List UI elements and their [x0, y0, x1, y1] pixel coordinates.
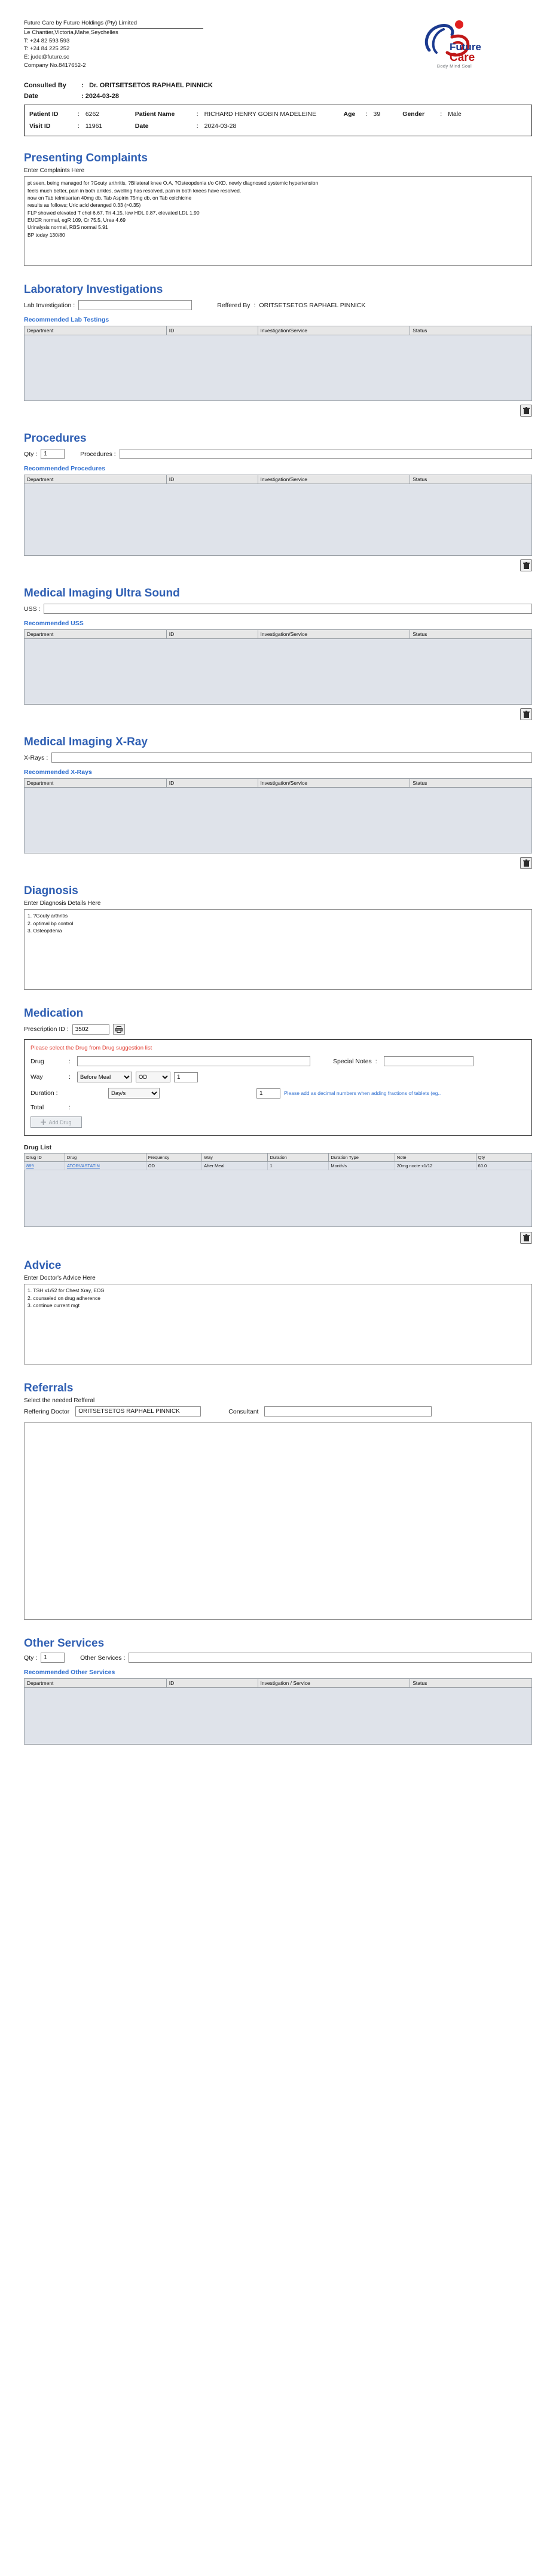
procedures-grid-header [24, 475, 532, 484]
logo-tagline: Body Mind Soul [436, 63, 472, 69]
visit-date-value: 2024-03-28 [204, 122, 237, 130]
drug-list-header-row [25, 1154, 532, 1162]
logo [413, 19, 496, 69]
os-col-service: Investigation / Service [258, 1679, 410, 1688]
section-title-medication: Medication [24, 1007, 84, 1020]
section-title-other-services: Other Services [24, 1637, 105, 1650]
diagnosis-textarea[interactable] [24, 909, 532, 990]
xray-grid-body[interactable] [24, 788, 532, 853]
dl-cell-frequency: OD [146, 1162, 201, 1170]
logo-text-future: Future [450, 41, 481, 53]
medication-warning: Please select the Drug from Drug suggestion list [30, 1045, 152, 1052]
section-title-procedures: Procedures [24, 432, 87, 445]
trash-icon [523, 711, 530, 718]
lab-investigation-label: Lab Investigation : [24, 301, 75, 309]
company-number: Company No.8417652-2 [24, 62, 86, 69]
recommended-uss-link[interactable]: Recommended USS [24, 620, 84, 628]
procedures-grid-body[interactable] [24, 484, 532, 556]
other-services-qty-input[interactable] [41, 1653, 65, 1663]
lab-results-body[interactable] [24, 335, 532, 401]
xray-col-department: Department [25, 779, 167, 788]
prescription-id-input[interactable] [72, 1024, 109, 1035]
referral-doctor-row [24, 1406, 532, 1417]
procedures-input[interactable] [120, 449, 532, 459]
special-notes-label: Special Notes [333, 1057, 372, 1065]
page-header [24, 11, 532, 74]
os-col-id: ID [166, 1679, 258, 1688]
other-services-input[interactable] [129, 1653, 532, 1663]
way-select[interactable] [77, 1072, 132, 1082]
xray-label: X-Rays : [24, 754, 48, 761]
recommended-other-services-link[interactable]: Recommended Other Services [24, 1669, 115, 1676]
prescription-id-row [24, 1024, 532, 1035]
dl-col-way: Way [202, 1154, 268, 1162]
gender-label: Gender [402, 110, 425, 118]
other-services-label: Other Services : [80, 1654, 126, 1662]
xray-input[interactable] [51, 752, 532, 763]
company-name: Future Care by Future Holdings (Pty) Limited [24, 19, 203, 29]
recommended-lab-testings-link[interactable]: Recommended Lab Testings [24, 316, 109, 324]
os-col-status: Status [410, 1679, 532, 1688]
dl-cell-note: 20mg nocte x1/12 [395, 1162, 476, 1170]
gender-value: Male [448, 110, 462, 118]
company-email: E: jude@future.sc [24, 54, 69, 61]
section-title-laboratory: Laboratory Investigations [24, 283, 163, 296]
drug-list-title: Drug List [24, 1144, 52, 1152]
section-title-xray: Medical Imaging X-Ray [24, 736, 148, 749]
uss-label: USS : [24, 605, 41, 613]
xray-grid [24, 778, 532, 853]
dl-col-duration: Duration [268, 1154, 329, 1162]
consultation-date-label: Date [24, 92, 38, 100]
proc-col-department: Department [25, 475, 167, 484]
consulted-by-value: Dr. ORITSETSETOS RAPHAEL PINNICK [89, 81, 213, 89]
patient-name-value: RICHARD HENRY GOBIN MADELEINE [204, 110, 317, 118]
dl-col-frequency: Frequency [146, 1154, 201, 1162]
complaints-textarea[interactable] [24, 176, 532, 266]
consultant-input[interactable] [264, 1406, 432, 1417]
lab-results-header [24, 326, 532, 335]
consulted-by-row: Consulted By : Dr. ORITSETSETOS RAPHAEL PINNICK [24, 81, 213, 89]
trash-icon [523, 407, 530, 415]
trash-icon [523, 562, 530, 570]
procedures-qty-input[interactable] [41, 449, 65, 459]
xray-col-service: Investigation/Service [258, 779, 410, 788]
referred-by-label: Reffered By [217, 301, 250, 309]
uss-col-status: Status [410, 630, 532, 639]
uss-grid-body[interactable] [24, 639, 532, 705]
duration-label: Duration : [30, 1090, 58, 1097]
procedures-label: Procedures : [80, 450, 116, 458]
company-address: Le Chantier,Victoria,Mahe,Seychelles [24, 29, 118, 36]
patient-info-box: Patient ID : 6262 Patient Name : RICHARD HENRY GOBIN MADELEINE Age : 39 Gender : Male Visit ID : 11961 Date : 2024-03-28 [24, 105, 532, 137]
total-row: Total : [30, 1104, 71, 1112]
delete-procedure-button[interactable] [520, 559, 532, 571]
diagnosis-subtitle: Enter Diagnosis Details Here [24, 900, 101, 907]
referring-doctor-input[interactable] [75, 1406, 201, 1417]
os-col-department: Department [25, 1679, 167, 1688]
drug-label: Drug [30, 1057, 44, 1065]
delete-lab-button[interactable] [520, 405, 532, 417]
other-services-grid-body[interactable] [24, 1688, 532, 1745]
dl-col-drug: Drug [65, 1154, 146, 1162]
printer-icon [115, 1026, 123, 1033]
dl-cell-drug-id[interactable]: 889 [25, 1162, 65, 1170]
age-label: Age [343, 110, 356, 118]
referring-doctor-label: Reffering Doctor [24, 1408, 70, 1415]
frequency-select[interactable] [136, 1072, 170, 1082]
referrals-textarea[interactable] [24, 1422, 532, 1620]
dl-cell-duration-type: Month/s [329, 1162, 395, 1170]
drug-list-body-empty[interactable] [24, 1170, 532, 1227]
delete-xray-button[interactable] [520, 857, 532, 869]
other-services-qty-label: Qty : [24, 1654, 38, 1662]
age-value: 39 [373, 110, 381, 118]
dl-col-drug-id: Drug ID [25, 1154, 65, 1162]
other-services-entry-row [24, 1653, 532, 1663]
special-notes-input[interactable] [384, 1056, 473, 1066]
duration-unit-select[interactable] [108, 1088, 160, 1099]
company-tel-2: T: +24 84 225 252 [24, 45, 70, 53]
way-row: Way : Before Meal OD 1 [30, 1072, 526, 1082]
total-label: Total [30, 1104, 44, 1112]
lab-col-department: Department [25, 326, 167, 335]
dl-cell-qty: 60.0 [476, 1162, 531, 1170]
clinic-details [24, 19, 203, 70]
procedures-grid [24, 475, 532, 556]
recommended-xrays-link[interactable]: Recommended X-Rays [24, 769, 92, 776]
plus-icon [41, 1119, 46, 1125]
uss-col-service: Investigation/Service [258, 630, 410, 639]
drug-input[interactable] [77, 1056, 310, 1066]
dl-col-note: Note [395, 1154, 476, 1162]
lab-col-status: Status [410, 326, 532, 335]
dl-cell-duration: 1 [268, 1162, 329, 1170]
procedures-qty-label: Qty : [24, 450, 38, 458]
advice-subtitle: Enter Doctor's Advice Here [24, 1275, 96, 1282]
proc-col-status: Status [410, 475, 532, 484]
dl-col-qty: Qty [476, 1154, 531, 1162]
drug-list-table [24, 1153, 532, 1170]
visit-date-label: Date [135, 122, 149, 130]
referrals-subtitle: Select the needed Refferal [24, 1397, 95, 1405]
advice-textarea[interactable] [24, 1284, 532, 1365]
company-tel-1: T: +24 82 593 593 [24, 37, 70, 44]
patient-name-label: Patient Name [135, 110, 175, 118]
drug-row: Drug : Special Notes : [30, 1056, 526, 1066]
complaints-subtitle: Enter Complaints Here [24, 167, 85, 175]
xray-col-status: Status [410, 779, 532, 788]
patient-id-label: Patient ID [29, 110, 59, 118]
prescription-print-button[interactable] [113, 1024, 125, 1035]
way-label: Way [30, 1073, 43, 1081]
dl-cell-drug[interactable]: ATORVASTATIN [65, 1162, 146, 1170]
trash-icon [523, 859, 530, 867]
patient-id-value: 6262 [85, 110, 100, 118]
lab-col-service: Investigation/Service [258, 326, 410, 335]
duration-row [30, 1088, 526, 1099]
proc-col-service: Investigation/Service [258, 475, 410, 484]
logo-text-care: Care [450, 51, 475, 64]
uss-grid [24, 629, 532, 705]
dl-cell-way: After Meal [202, 1162, 268, 1170]
uss-col-id: ID [166, 630, 258, 639]
section-title-ultrasound: Medical Imaging Ultra Sound [24, 587, 180, 600]
recommended-procedures-link[interactable]: Recommended Procedures [24, 465, 105, 473]
uss-grid-header [24, 629, 532, 639]
medication-entry-panel [24, 1039, 532, 1136]
referred-by-value: ORITSETSETOS RAPHAEL PINNICK [259, 301, 366, 309]
add-drug-label: Add Drug [48, 1119, 72, 1125]
xray-col-id: ID [166, 779, 258, 788]
dl-col-duration-type: Duration Type [329, 1154, 395, 1162]
section-title-referrals: Referrals [24, 1382, 74, 1395]
proc-col-id: ID [166, 475, 258, 484]
future-care-logo-icon [413, 19, 496, 66]
visit-id-value: 11961 [85, 122, 103, 130]
consulted-by-label: Consulted By [24, 81, 66, 89]
lab-investigation-input[interactable] [78, 300, 192, 310]
uss-col-department: Department [25, 630, 167, 639]
way-qty-input[interactable] [174, 1072, 198, 1082]
duration-qty-input[interactable] [256, 1088, 280, 1099]
section-title-advice: Advice [24, 1259, 62, 1272]
uss-input[interactable] [44, 604, 532, 614]
visit-id-label: Visit ID [29, 122, 51, 130]
xray-grid-header [24, 778, 532, 788]
consultation-date-value: 2024-03-28 [85, 92, 120, 100]
section-title-complaints: Presenting Complaints [24, 152, 148, 165]
lab-results-grid [24, 326, 532, 401]
decimal-hint: Please add as decimal numbers when adding fractions of tablets (eg.. [284, 1090, 441, 1097]
trash-icon [523, 1234, 530, 1242]
table-row[interactable] [25, 1162, 532, 1170]
consultant-label: Consultant [228, 1408, 259, 1415]
consultation-date-row: Date : 2024-03-28 [24, 92, 120, 100]
consultation-form-page: Future Care by Future Holdings (Pty) Limited Le Chantier,Victoria,Mahe,Seychelles T: +24 82 593 593 T: +24 84 225 252 E: jude@future.sc Company No.8417652-2 Future Care Body Mind Soul Consulted By : Dr. ORITSETSETOS RAPHAEL PINNICK Date : 2024-03-28 Patient ID : 6262 Patient Name : RICHARD HENRY GOBIN MADELEINE Age : 39 Gender : Male Visit ID : 11961 Date : 2024-03-28 Presenting Complaints Enter Complaints Here pt seen, being managed for ?Gouty arthritis, ?Bilateral knee O.A, ?Osteopdenia r/o CKD, newly diagnosed systemic hypertension feels much better, pain in both ankles, swelling has resolved, pain in both knees have resolved. now on Tab telmisartan 40mg db, Tab Aspirin 75mg db, on Tab colchicine results as follows; Uric acid deranged 0.33 (>0.35) FLP showed elevated T chol 6.67, Tri 4.15, low HDL 0.87, elevated LDL 1.90 EUCR normal, egR 109, Cr 75.5, Urea 4.69 Urinalysis normal, RBS normal 5.91 BP today 130/80 Laboratory Investigations Lab Investigation : Reffered By : ORITSETSETOS RAPHAEL PINNICK Recommended Lab Testings Department ID Investigation/Service Status Procedures Qty : 1 Procedures : Recommended Procedures Department ID Investigation/Service Status Medical Imaging Ultra Sound USS : Recommended USS Department ID Investigation/Service Status Medical Imaging X-Ray X-Rays : Recommended X-Rays Department ID Investigation/Service Status Diagnosis Enter Diagnosis Details Here 1. ?Gouty arthritis 2. optimal bp control 3. Osteopdenia Medication Prescription ID : 3502 Please select the Drug from Drug suggestion list Drug : Special Notes : Way : Before Meal OD 1 Duration : Day/s 1 Please add as decimal numbers when adding fractions of tablets (eg.. Total : Add Drug Drug List Drug ID Drug Frequency Way Duration Duration Type Note Qty 889 ATORVASTATIN OD After Meal 1 Month/s 20mg nocte x1/12 60.0 Advice Enter Doctor's Advice Here 1. TSH x1/52 for Chest Xray, ECG 2. counseled on drug adherence 3. continue current mgt Referrals Select the needed Refferal Reffering Doctor ORITSETSETOS RAPHAEL PINNICK Consultant Other Services Qty : 1 Other Services : Recommended Other Services Department ID Investigation / Service Status [0, 0, 556, 1763]
prescription-id-label: Prescription ID : [24, 1026, 69, 1033]
delete-drug-button[interactable] [520, 1232, 532, 1244]
section-title-diagnosis: Diagnosis [24, 885, 78, 898]
other-services-grid [24, 1678, 532, 1745]
delete-uss-button[interactable] [520, 708, 532, 720]
other-services-grid-header [24, 1678, 532, 1688]
add-drug-button[interactable] [30, 1116, 82, 1128]
lab-col-id: ID [166, 326, 258, 335]
